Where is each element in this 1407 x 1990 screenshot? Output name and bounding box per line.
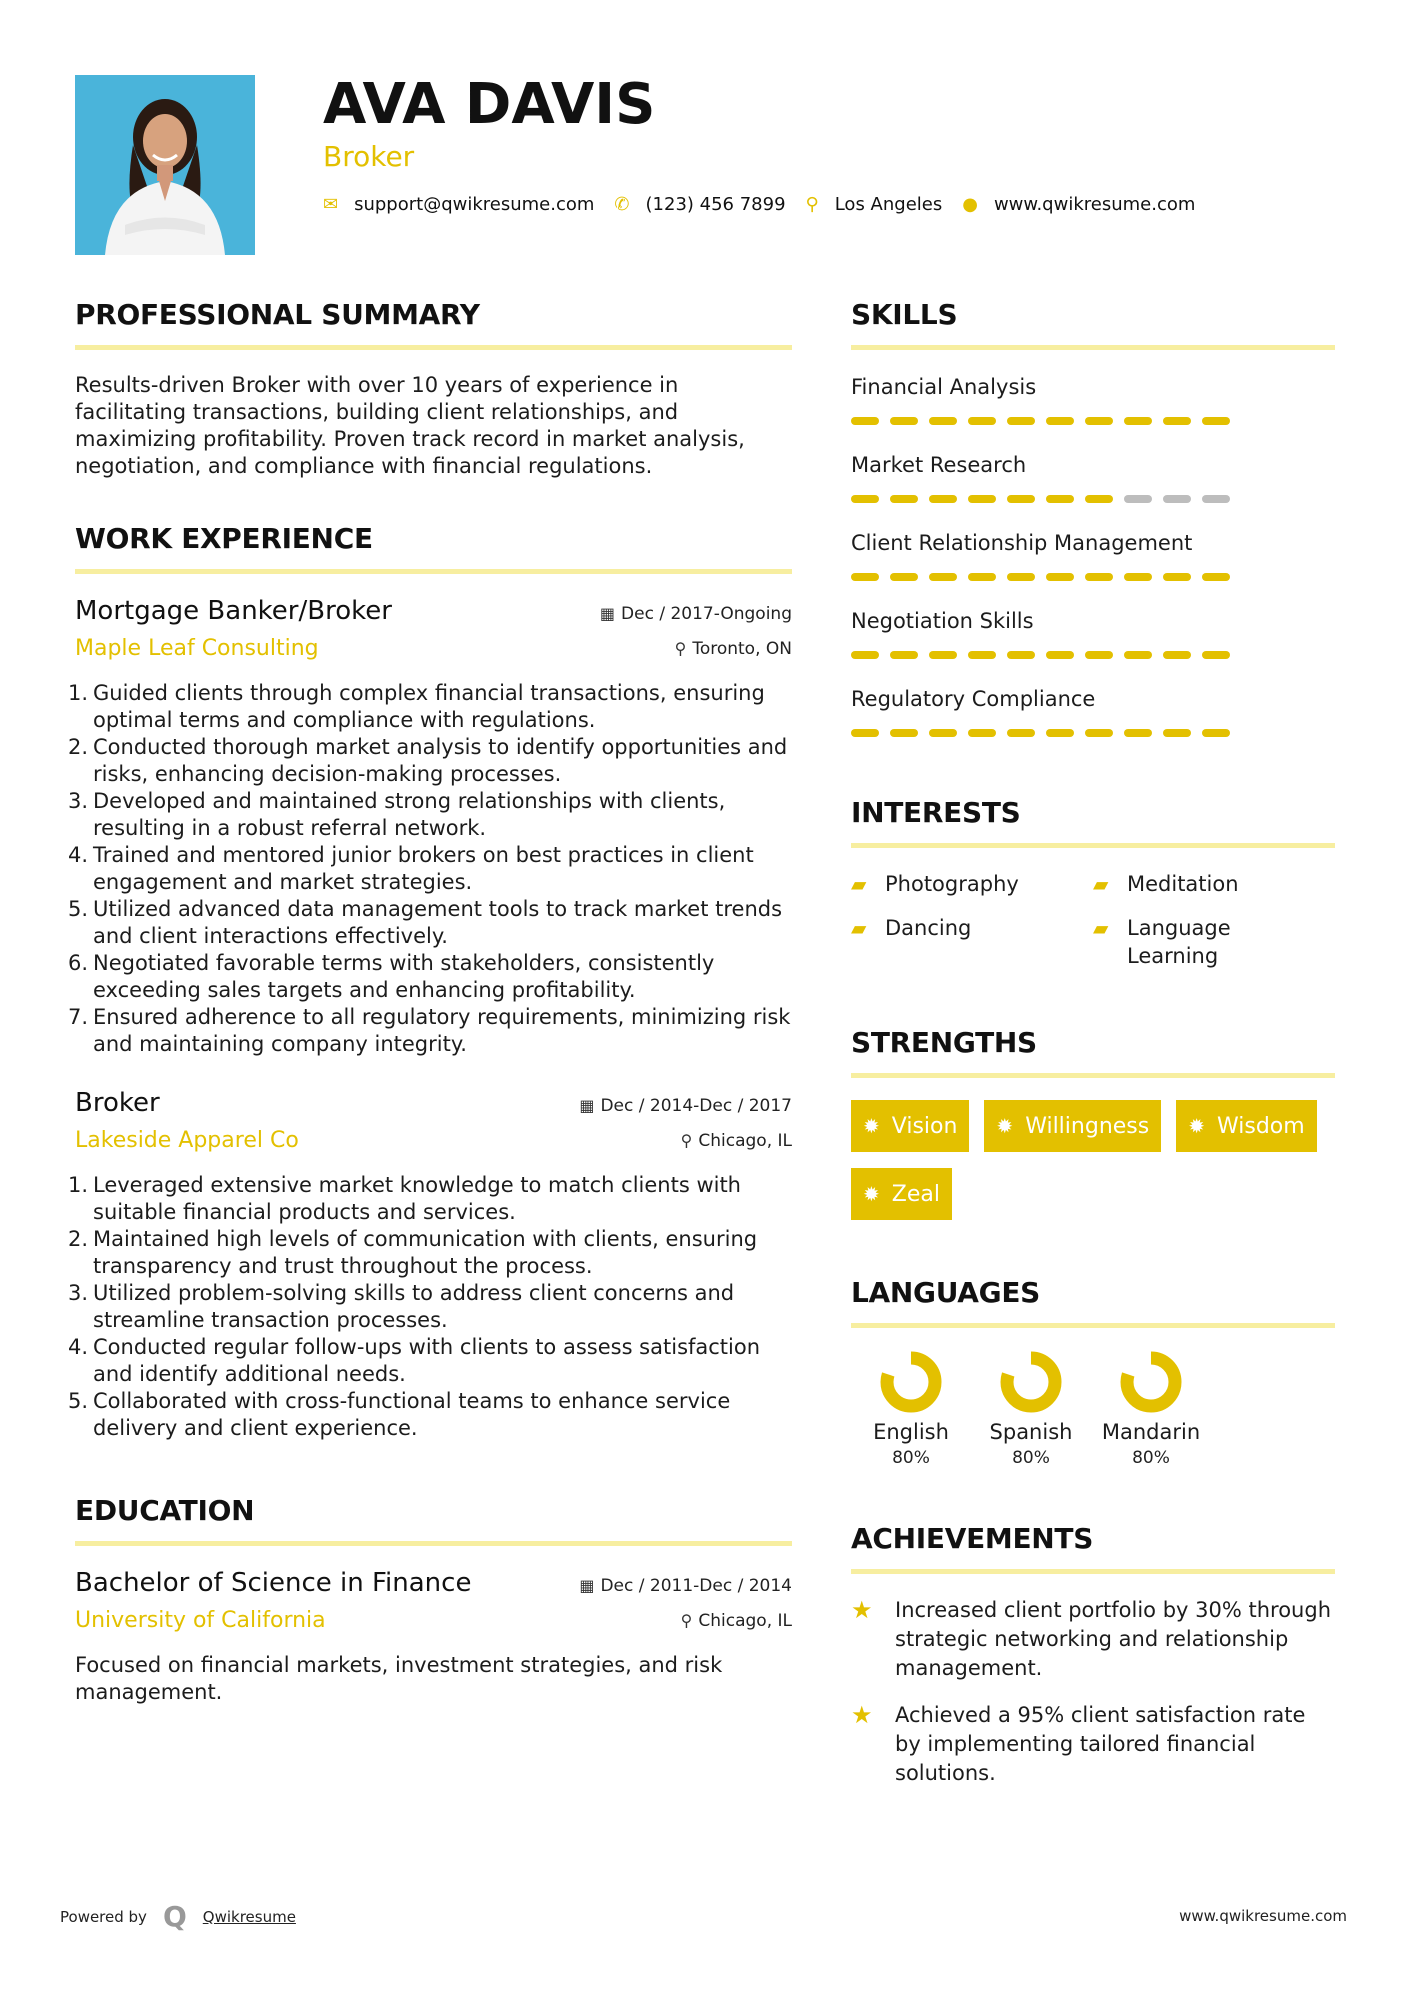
list-item: 2. Maintained high levels of communication with clients, ensuring transparency and trust throughout the process. (68, 1227, 758, 1278)
list-item: 3. Developed and maintained strong relationships with clients, resulting in a robust referral network. (68, 789, 726, 840)
achievements-title: ACHIEVEMENTS (851, 1522, 1335, 1574)
job-title: Mortgage Banker/Broker (75, 596, 392, 626)
list-item: 2. Conducted thorough market analysis to identify opportunities and risks, enhancing decision-making processes. (68, 735, 788, 786)
languages-title: LANGUAGES (851, 1276, 1335, 1328)
language-gauge (879, 1350, 943, 1414)
skill-dash-filled (1202, 729, 1230, 737)
skills-title: SKILLS (851, 298, 1335, 350)
skill-dash-filled (1163, 729, 1191, 737)
skill-dash-filled (1202, 651, 1230, 659)
list-item: 5. Utilized advanced data management tools to track market trends and client interactions effectively. (68, 897, 783, 948)
interest-item: ▰ Language Learning (1093, 916, 1231, 968)
pin-icon: ⚲ (680, 1611, 693, 1630)
achievement-item: ★ Achieved a 95% client satisfaction rate by implementing tailored financial solutions. (851, 1701, 1306, 1785)
job-date-text: Dec / 2017-Ongoing (621, 604, 792, 624)
list-item: 1. Leveraged extensive market knowledge to match clients with suitable financial products and services. (68, 1173, 741, 1224)
skill-dash-filled (968, 495, 996, 503)
skill-dash-filled (1085, 729, 1113, 737)
skill-item (851, 606, 1335, 684)
skill-dash-filled (1007, 651, 1035, 659)
skill-dash-filled (1085, 651, 1113, 659)
profile-photo (75, 75, 255, 255)
skill-dash-filled (968, 417, 996, 425)
skill-dash-filled (1202, 573, 1230, 581)
skill-level-bar (851, 646, 1335, 684)
left-column (68, 298, 792, 1736)
list-item: 5. Collaborated with cross-functional teams to enhance service delivery and client experience. (68, 1389, 731, 1440)
skill-item (851, 528, 1335, 606)
email-link[interactable]: support@qwikresume.com (354, 194, 595, 215)
skill-level-bar (851, 490, 1335, 528)
skill-dash-filled (929, 495, 957, 503)
qwikresume-logo-icon: Q (162, 1900, 187, 1933)
skill-dash-empty (1163, 495, 1191, 503)
job-date-text: Dec / 2014-Dec / 2017 (600, 1096, 792, 1116)
language-item (1091, 1350, 1211, 1468)
skill-dash-filled (1046, 417, 1074, 425)
candidate-role: Broker (323, 140, 415, 173)
skill-dash-filled (1046, 573, 1074, 581)
list-item: 3. Utilized problem-solving skills to address client concerns and streamline transaction processes. (68, 1281, 735, 1332)
education-title: EDUCATION (75, 1494, 792, 1546)
summary-title: PROFESSIONAL SUMMARY (75, 298, 792, 350)
skill-dash-filled (968, 573, 996, 581)
skill-dash-empty (1124, 495, 1152, 503)
interest-item: ▰ Dancing (851, 916, 972, 940)
job-location (681, 1131, 792, 1151)
skill-name: Market Research (851, 453, 1027, 477)
language-percent: 80% (892, 1448, 930, 1468)
list-item: 1. Guided clients through complex financial transactions, ensuring optimal terms and compliance with regulations. (68, 681, 765, 732)
list-item: 7. Ensured adherence to all regulatory requirements, minimizing risk and maintaining company integrity. (68, 1005, 791, 1056)
skill-dash-filled (1007, 495, 1035, 503)
skill-dash-filled (1124, 729, 1152, 737)
skill-dash-filled (929, 651, 957, 659)
job-location-text: Chicago, IL (698, 1131, 792, 1151)
list-item: 4. Trained and mentored junior brokers on best practices in client engagement and market strategies. (68, 843, 754, 894)
job-title: Broker (75, 1088, 160, 1118)
education-date (579, 1576, 792, 1596)
strengths-title: STRENGTHS (851, 1026, 1335, 1078)
interests-title: INTERESTS (851, 796, 1335, 848)
map-pin-icon: ⚲ (805, 194, 819, 215)
job-bullets (68, 1172, 792, 1442)
skill-name: Client Relationship Management (851, 531, 1193, 555)
skill-dash-filled (851, 573, 879, 581)
job-date (579, 1096, 792, 1116)
languages-list (851, 1350, 1335, 1468)
pin-icon: ⚲ (674, 639, 687, 658)
education-location-text: Chicago, IL (698, 1611, 792, 1631)
interests-list (851, 870, 1335, 970)
book-icon: ▰ (851, 916, 867, 940)
skill-dash-filled (1046, 729, 1074, 737)
language-name: English (873, 1420, 949, 1444)
globe-icon: ● (962, 194, 978, 215)
footer-powered-by (60, 1900, 296, 1933)
skill-dash-filled (1085, 417, 1113, 425)
skill-dash-filled (929, 729, 957, 737)
skill-dash-filled (1046, 495, 1074, 503)
strength-badge: ✹ Wisdom (1176, 1100, 1316, 1152)
list-item: 6. Negotiated favorable terms with stakeholders, consistently exceeding sales targets and enhancing profitability. (68, 951, 715, 1002)
language-gauge (999, 1350, 1063, 1414)
calendar-icon: ▦ (579, 1576, 595, 1595)
skill-item (851, 450, 1335, 528)
strength-badge: ✹ Willingness (984, 1100, 1161, 1152)
language-name: Spanish (989, 1420, 1073, 1444)
skill-dash-filled (1124, 651, 1152, 659)
badge-icon: ✹ (863, 1114, 880, 1138)
skill-dash-filled (1007, 573, 1035, 581)
skill-dash-filled (1124, 417, 1152, 425)
interest-item: ▰ Meditation (1093, 872, 1239, 896)
book-icon: ▰ (1093, 916, 1109, 940)
phone-number: (123) 456 7899 (645, 194, 786, 215)
skill-level-bar (851, 412, 1335, 450)
skill-dash-filled (890, 417, 918, 425)
skill-dash-filled (929, 573, 957, 581)
language-percent: 80% (1132, 1448, 1170, 1468)
skill-name: Regulatory Compliance (851, 687, 1096, 711)
skill-dash-filled (890, 495, 918, 503)
education-location (681, 1611, 792, 1631)
language-item (971, 1350, 1091, 1468)
footer-website[interactable]: www.qwikresume.com (1179, 1907, 1347, 1925)
location-text: Los Angeles (834, 194, 943, 215)
strengths-list (851, 1100, 1335, 1236)
work-title: WORK EXPERIENCE (75, 522, 792, 574)
right-column (851, 298, 1335, 1806)
language-item (851, 1350, 971, 1468)
language-gauge (1119, 1350, 1183, 1414)
book-icon: ▰ (1093, 872, 1109, 896)
job-bullets (68, 680, 792, 1058)
badge-icon: ✹ (996, 1114, 1014, 1138)
star-icon: ★ (851, 1596, 873, 1624)
skill-dash-filled (1124, 573, 1152, 581)
interest-item: ▰ Photography (851, 872, 1019, 896)
degree-title: Bachelor of Science in Finance (75, 1568, 472, 1598)
skill-dash-filled (1007, 729, 1035, 737)
skill-dash-filled (851, 417, 879, 425)
skill-dash-filled (1163, 573, 1191, 581)
education-entry (75, 1568, 792, 1706)
pin-icon: ⚲ (680, 1131, 693, 1150)
strength-badge: ✹ Vision (851, 1100, 969, 1152)
job-entry (68, 596, 792, 1058)
skills-list (851, 372, 1335, 762)
skill-dash-filled (851, 495, 879, 503)
education-description: Focused on financial markets, investment strategies, and risk management. (75, 1653, 723, 1704)
badge-icon: ✹ (863, 1182, 880, 1206)
school-name: University of California (75, 1608, 326, 1633)
skill-dash-filled (929, 417, 957, 425)
skill-dash-filled (968, 651, 996, 659)
brand-link[interactable]: Qwikresume (202, 1907, 296, 1926)
strength-badge: ✹ Zeal (851, 1168, 952, 1220)
calendar-icon: ▦ (599, 604, 616, 623)
badge-icon: ✹ (1188, 1114, 1205, 1138)
star-icon: ★ (851, 1701, 873, 1729)
skill-item (851, 372, 1335, 450)
skill-dash-filled (1163, 651, 1191, 659)
job-date (600, 604, 792, 624)
skill-dash-filled (1046, 651, 1074, 659)
language-name: Mandarin (1101, 1420, 1201, 1444)
skill-dash-filled (1163, 417, 1191, 425)
calendar-icon: ▦ (579, 1096, 595, 1115)
skill-dash-filled (1085, 495, 1113, 503)
summary-text: Results-driven Broker with over 10 years of experience in facilitating transactions, building client relationships, and maximizing profitability. Proven track record in market analysis, negotiation, and compliance with financial regulations. (75, 373, 745, 478)
contact-row (323, 194, 1215, 215)
job-company: Lakeside Apparel Co (75, 1128, 299, 1153)
book-icon: ▰ (851, 872, 867, 896)
skill-dash-filled (851, 729, 879, 737)
skill-level-bar (851, 724, 1335, 762)
envelope-icon: ✉ (323, 194, 339, 215)
skill-dash-empty (1202, 495, 1230, 503)
list-item: 4. Conducted regular follow-ups with clients to assess satisfaction and identify additional needs. (68, 1335, 761, 1386)
skill-dash-filled (1085, 573, 1113, 581)
job-entry (68, 1088, 792, 1442)
job-company: Maple Leaf Consulting (75, 636, 319, 661)
skill-dash-filled (890, 729, 918, 737)
skill-name: Financial Analysis (851, 375, 1037, 399)
job-location-text: Toronto, ON (692, 639, 792, 659)
job-location (675, 639, 792, 659)
achievement-item: ★ Increased client portfolio by 30% through strategic networking and relationship management. (851, 1596, 1332, 1680)
powered-by-label: Powered by (60, 1907, 147, 1926)
skill-dash-filled (890, 573, 918, 581)
skill-dash-filled (1007, 417, 1035, 425)
phone-icon: ✆ (614, 194, 630, 215)
education-date-text: Dec / 2011-Dec / 2014 (600, 1576, 792, 1596)
skill-dash-filled (851, 651, 879, 659)
skill-level-bar (851, 568, 1335, 606)
skill-dash-filled (1202, 417, 1230, 425)
candidate-name: AVA DAVIS (323, 72, 656, 137)
skill-dash-filled (890, 651, 918, 659)
skill-name: Negotiation Skills (851, 609, 1034, 633)
skill-dash-filled (968, 729, 996, 737)
profile-photo-illustration (75, 75, 255, 255)
website-link[interactable]: www.qwikresume.com (993, 194, 1196, 215)
skill-item (851, 684, 1335, 762)
language-percent: 80% (1012, 1448, 1050, 1468)
